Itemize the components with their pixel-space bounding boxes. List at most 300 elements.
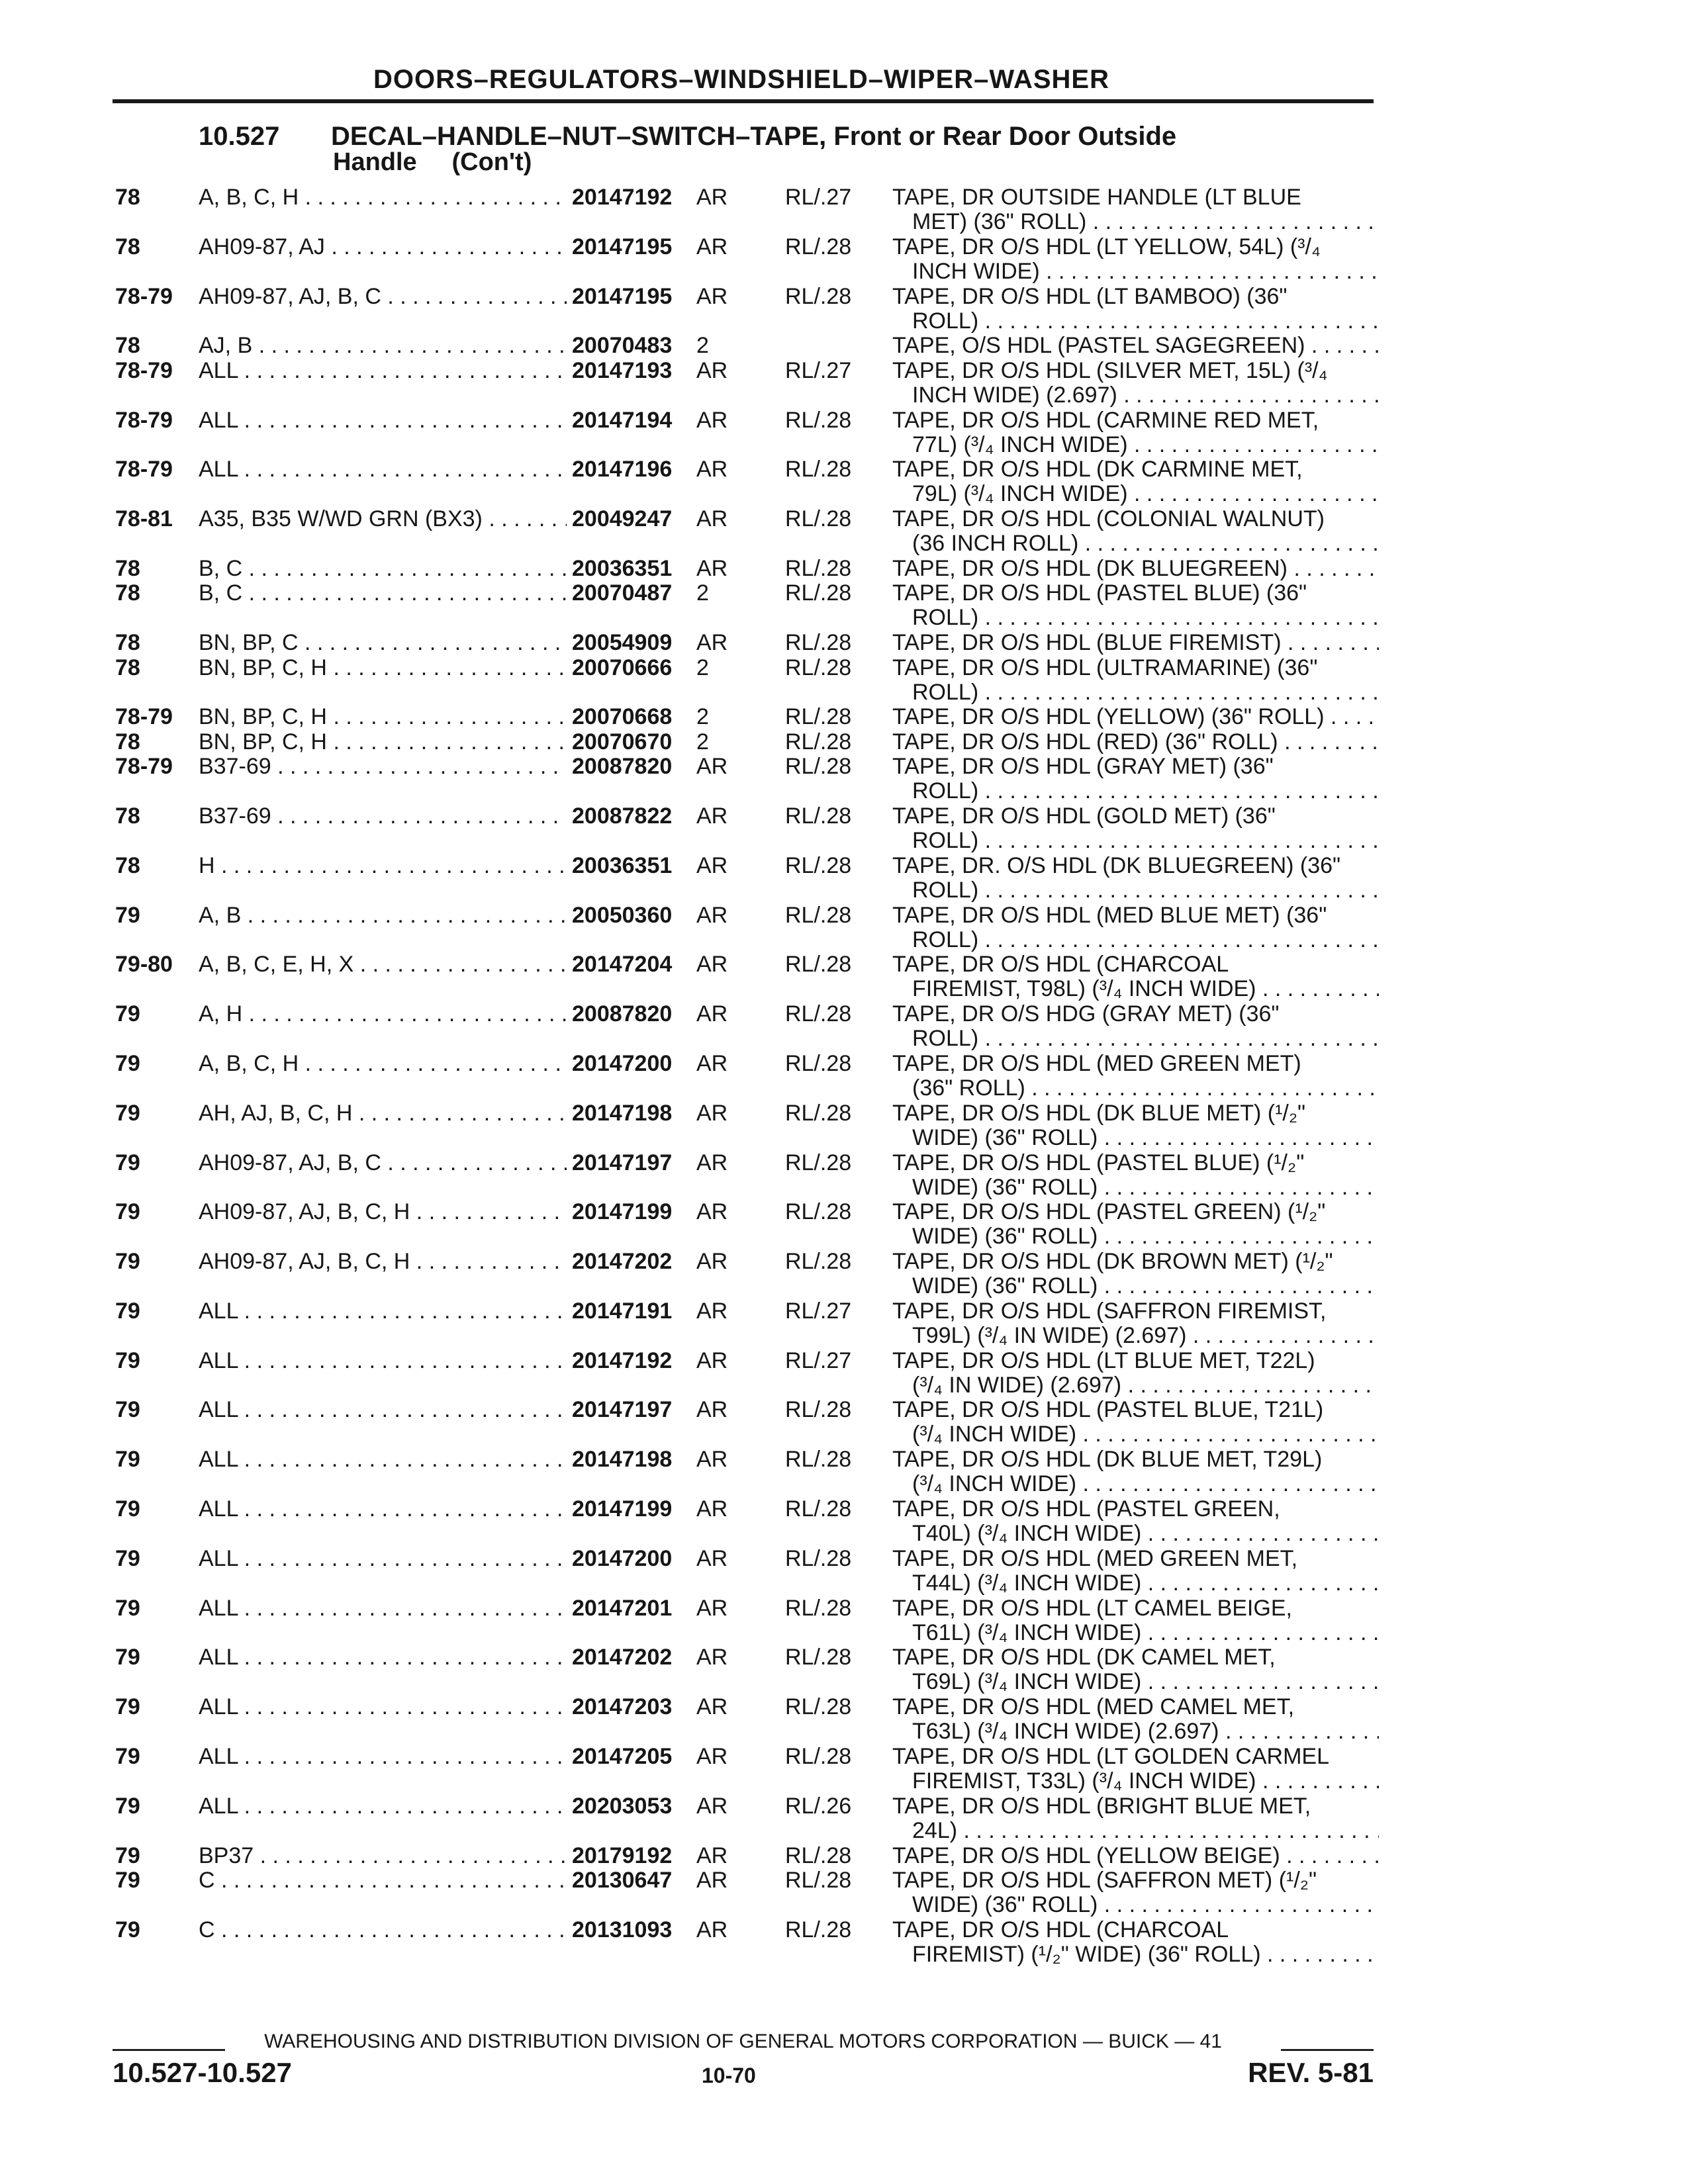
table-row [113,730,1377,754]
description-line-1: TAPE, DR O/S HDL (ULTRAMARINE) (36" [892,655,1318,680]
description-line-1: TAPE, DR O/S HDL (DK BROWN MET) (¹/₂" [892,1249,1333,1275]
quantity: AR [696,1843,728,1868]
part-number: 20131093 [567,1918,672,1942]
model-codes: A, H . . . [199,1002,662,1026]
part-number: 20147205 [567,1745,672,1769]
description-line-2: (36 INCH ROLL) . . . [892,531,1379,556]
description-line-2: T63L) (³/₄ INCH WIDE) (2.697) . . . [892,1719,1379,1744]
table-row [113,1398,1377,1447]
footer-page-number: 10-70 [702,2064,756,2087]
unit-of-measure: RL/.28 [785,555,852,581]
model-year: 79 [115,1001,140,1027]
description-line-2: (³/₄ INCH WIDE) . . . [892,1422,1379,1447]
part-number: 20147202 [567,1250,672,1274]
model-year: 79 [115,1447,140,1473]
unit-of-measure: RL/.28 [785,1868,852,1893]
model-codes: A, B, C, H . . . [199,1052,662,1076]
model-codes: ALL . . . [199,1745,662,1769]
part-description [892,1349,1379,1398]
quantity: 2 [696,580,709,606]
table-row [113,1250,1377,1299]
table-row [113,1695,1377,1745]
part-number: 20049247 [567,507,672,531]
description-line-1: TAPE, DR O/S HDL (PASTEL BLUE) (¹/₂" [892,1150,1305,1175]
part-description [892,1596,1379,1645]
description-line-2: (36" ROLL) . . . [892,1076,1379,1101]
model-codes: C . . . [199,1918,662,1942]
section-heading [199,123,1176,150]
unit-of-measure: RL/.28 [785,902,852,928]
model-year: 79 [115,1199,140,1225]
table-row [113,557,1377,581]
quantity: AR [696,506,728,532]
part-number: 20147199 [567,1200,672,1224]
unit-of-measure: RL/.28 [785,1397,852,1423]
description-line-1: TAPE, DR O/S HDL (GRAY MET) (36" [892,754,1274,780]
description-line-1: TAPE, DR O/S HDL (YELLOW BEIGE) . . . [892,1844,1379,1868]
part-number: 20070668 [567,705,672,729]
part-description [892,1200,1379,1249]
description-line-1: TAPE, DR O/S HDL (DK CARMINE MET, [892,457,1303,482]
quantity: AR [696,1496,728,1522]
page-title: DOORS–REGULATORS–WINDSHIELD–WIPER–WASHER [373,65,1109,94]
model-year: 79 [115,1347,140,1373]
part-number: 20147202 [567,1645,672,1670]
part-number: 20087822 [567,804,672,829]
part-description [892,1250,1379,1298]
model-codes: B37-69 . . . [199,754,662,779]
unit-of-measure: RL/.28 [785,234,852,259]
description-line-1: TAPE, DR O/S HDL (DK BLUEGREEN) . . . [892,557,1379,581]
unit-of-measure: RL/.28 [785,1744,852,1770]
table-row [113,804,1377,854]
table-row [113,705,1377,729]
model-year: 78 [115,234,140,259]
model-codes: ALL . . . [199,1645,662,1670]
unit-of-measure: RL/.28 [785,1545,852,1571]
part-number: 20147200 [567,1547,672,1571]
quantity: 2 [696,729,709,754]
part-description [892,952,1379,1001]
unit-of-measure: RL/.28 [785,1645,852,1670]
model-year: 78-79 [115,283,173,309]
part-number: 20147198 [567,1101,672,1126]
unit-of-measure: RL/.28 [785,754,852,780]
model-codes: ALL . . . [199,1299,662,1324]
part-number: 20050360 [567,903,672,928]
part-description [892,507,1379,556]
model-year: 79 [115,1917,140,1942]
unit-of-measure: RL/.28 [785,952,852,978]
model-codes: B37-69 . . . [199,804,662,829]
model-year: 78-81 [115,506,173,532]
quantity: AR [696,185,728,210]
footer-publisher: WAREHOUSING AND DISTRIBUTION DIVISION OF GENERAL MOTORS CORPORATION — BUICK — 41 [264,2030,1222,2052]
description-line-2: WIDE) (36" ROLL) . . . [892,1175,1379,1200]
part-description [892,1745,1379,1794]
table-row [113,1497,1377,1547]
part-description [892,754,1379,803]
quantity: AR [696,1397,728,1423]
unit-of-measure: RL/.28 [785,1917,852,1942]
description-line-1: TAPE, DR O/S HDL (PASTEL GREEN, [892,1496,1280,1522]
description-line-1: TAPE, DR O/S HDL (PASTEL BLUE, T21L) [892,1397,1324,1423]
unit-of-measure: RL/.28 [785,1447,852,1473]
part-number: 20147192 [567,185,672,210]
part-number: 20147191 [567,1299,672,1324]
unit-of-measure: RL/.28 [785,852,852,878]
model-year: 79 [115,1843,140,1868]
part-description [892,1868,1379,1917]
part-number: 20203053 [567,1794,672,1819]
unit-of-measure: RL/.28 [785,407,852,433]
description-line-1: TAPE, DR O/S HDL (CARMINE RED MET, [892,407,1319,433]
description-line-2: T40L) (³/₄ INCH WIDE) . . . [892,1522,1379,1546]
table-row [113,1844,1377,1868]
footer-rule-right [1281,2049,1374,2051]
part-description [892,359,1379,408]
description-line-2: T61L) (³/₄ INCH WIDE) . . . [892,1621,1379,1645]
description-line-1: TAPE, DR O/S HDL (BRIGHT BLUE MET, [892,1793,1311,1819]
part-description [892,903,1379,952]
part-number: 20147203 [567,1695,672,1719]
part-number: 20070666 [567,656,672,680]
section-title: DECAL–HANDLE–NUT–SWITCH–TAPE, Front or Rear Door Outside [331,122,1177,151]
unit-of-measure: RL/.28 [785,457,852,482]
unit-of-measure: RL/.28 [785,1150,852,1175]
part-number: 20147195 [567,285,672,309]
model-year: 78 [115,555,140,581]
description-line-1: TAPE, DR O/S HDL (CHARCOAL [892,1917,1229,1942]
unit-of-measure: RL/.28 [785,1100,852,1126]
model-year: 78 [115,729,140,754]
part-number: 20147197 [567,1151,672,1175]
unit-of-measure: RL/.28 [785,283,852,309]
section-number: 10.527 [199,122,280,151]
unit-of-measure: RL/.28 [785,655,852,680]
part-description [892,705,1379,729]
description-line-1: TAPE, DR O/S HDL (DK CAMEL MET, [892,1645,1276,1670]
part-description [892,1052,1379,1101]
model-year: 78-79 [115,704,173,730]
quantity: AR [696,1347,728,1373]
model-codes: BN, BP, C, H . . . [199,656,662,680]
table-row [113,1002,1377,1052]
quantity: AR [696,283,728,309]
part-description [892,804,1379,853]
model-codes: BP37 . . . [199,1844,662,1868]
header-rule [113,99,1374,103]
table-row [113,631,1377,655]
footer-section-range: 10.527-10.527 [113,2057,292,2088]
table-row [113,1151,1377,1201]
model-year: 79 [115,1050,140,1076]
footer-revision: REV. 5-81 [1248,2057,1374,2088]
table-row [113,334,1377,358]
unit-of-measure: RL/.27 [785,1347,852,1373]
table-row [113,1918,1377,1968]
unit-of-measure: RL/.28 [785,1595,852,1621]
model-year: 79 [115,1397,140,1423]
model-year: 78 [115,630,140,656]
part-number: 20147197 [567,1398,672,1422]
part-description [892,334,1379,358]
part-number: 20070670 [567,730,672,754]
table-row [113,854,1377,903]
quantity: AR [696,1694,728,1720]
model-year: 79 [115,1298,140,1324]
description-line-1: TAPE, DR O/S HDL (LT YELLOW, 54L) (³/₄ [892,234,1321,259]
model-codes: A35, B35 W/WD GRN (BX3) . . . [199,507,662,531]
unit-of-measure: RL/.28 [785,1199,852,1225]
quantity: AR [696,1199,728,1225]
table-row [113,1200,1377,1250]
table-row [113,359,1377,408]
description-line-1: TAPE, DR O/S HDL (MED BLUE MET) (36" [892,902,1327,928]
table-row [113,408,1377,458]
model-year: 78-79 [115,407,173,433]
description-line-2: ROLL) . . . [892,309,1379,334]
unit-of-measure: RL/.28 [785,803,852,829]
description-line-1: TAPE, DR O/S HDL (SAFFRON FIREMIST, [892,1298,1327,1324]
model-year: 79 [115,1100,140,1126]
quantity: AR [696,1744,728,1770]
part-description [892,854,1379,903]
part-description [892,631,1379,655]
description-line-1: TAPE, DR O/S HDL (MED GREEN MET) [892,1050,1301,1076]
part-number: 20147204 [567,952,672,977]
part-description [892,1547,1379,1596]
part-description [892,656,1379,705]
unit-of-measure: RL/.28 [785,630,852,656]
model-codes: AH, AJ, B, C, H . . . [199,1101,662,1126]
part-number: 20036351 [567,854,672,878]
description-line-2: ROLL) . . . [892,928,1379,952]
part-description [892,285,1379,334]
table-row [113,1794,1377,1844]
unit-of-measure: RL/.28 [785,1496,852,1522]
description-line-2: T69L) (³/₄ INCH WIDE) . . . [892,1670,1379,1694]
part-description [892,235,1379,284]
description-line-1: TAPE, DR O/S HDL (LT BAMBOO) (36" [892,283,1288,309]
description-line-1: TAPE, DR O/S HDL (MED CAMEL MET, [892,1694,1295,1720]
parts-list [113,185,1377,1968]
part-number: 20179192 [567,1844,672,1868]
model-codes: A, B, C, E, H, X . . . [199,952,662,977]
part-number: 20130647 [567,1868,672,1893]
quantity: AR [696,407,728,433]
model-codes: BN, BP, C . . . [199,631,662,655]
description-line-1: TAPE, DR O/S HDL (GOLD MET) (36" [892,803,1276,829]
description-line-1: TAPE, DR O/S HDL (PASTEL GREEN) (¹/₂" [892,1199,1326,1225]
model-codes: B, C . . . [199,581,662,606]
quantity: AR [696,357,728,383]
part-description [892,1497,1379,1546]
description-line-2: 77L) (³/₄ INCH WIDE) . . . [892,433,1379,457]
quantity: AR [696,952,728,978]
part-description [892,1151,1379,1200]
part-number: 20147195 [567,235,672,259]
description-line-1: TAPE, DR O/S HDL (COLONIAL WALNUT) [892,506,1325,532]
description-line-2: 79L) (³/₄ INCH WIDE) . . . [892,482,1379,506]
part-number: 20036351 [567,557,672,581]
model-year: 79 [115,1595,140,1621]
table-row [113,1868,1377,1918]
table-row [113,1547,1377,1596]
table-row [113,285,1377,334]
description-line-2: WIDE) (36" ROLL) . . . [892,1893,1379,1917]
unit-of-measure: RL/.28 [785,580,852,606]
unit-of-measure: RL/.28 [785,1694,852,1720]
part-number: 20087820 [567,754,672,779]
model-year: 79 [115,1645,140,1670]
description-line-1: TAPE, DR O/S HDG (GRAY MET) (36" [892,1001,1280,1027]
description-line-1: TAPE, DR O/S HDL (LT BLUE MET, T22L) [892,1347,1315,1373]
section-subtitle: Handle (Con't) [333,148,532,176]
quantity: AR [696,1917,728,1942]
part-description [892,1398,1379,1447]
description-line-2: ROLL) . . . [892,680,1379,705]
model-codes: ALL . . . [199,408,662,433]
unit-of-measure: RL/.28 [785,1001,852,1027]
model-year: 79 [115,1868,140,1893]
description-line-2: INCH WIDE) (2.697) . . . [892,383,1379,408]
description-line-2: WIDE) (36" ROLL) . . . [892,1126,1379,1150]
model-codes: AH09-87, AJ, B, C, H . . . [199,1250,662,1274]
model-codes: AH09-87, AJ, B, C, H . . . [199,1200,662,1224]
part-description [892,581,1379,630]
description-line-2: ROLL) . . . [892,779,1379,803]
model-year: 79 [115,1545,140,1571]
model-year: 79 [115,1150,140,1175]
model-year: 79 [115,1249,140,1275]
model-codes: B, C . . . [199,557,662,581]
model-year: 79 [115,1694,140,1720]
table-row [113,1596,1377,1646]
part-number: 20147199 [567,1497,672,1522]
table-row [113,581,1377,631]
part-description [892,1101,1379,1150]
part-description [892,408,1379,457]
description-line-1: TAPE, DR O/S HDL (YELLOW) (36" ROLL) . . . [892,705,1379,729]
description-line-2: FIREMIST, T33L) (³/₄ INCH WIDE) . . . [892,1769,1379,1794]
quantity: AR [696,902,728,928]
description-line-2: ROLL) . . . [892,829,1379,853]
model-year: 79 [115,902,140,928]
model-codes: A, B, C, H . . . [199,185,662,210]
part-description [892,185,1379,234]
description-line-2: WIDE) (36" ROLL) . . . [892,1224,1379,1249]
quantity: AR [696,630,728,656]
description-line-1: TAPE, DR O/S HDL (LT GOLDEN CARMEL [892,1744,1329,1770]
unit-of-measure: RL/.27 [785,1298,852,1324]
quantity: AR [696,1868,728,1893]
model-year: 78-79 [115,457,173,482]
description-line-1: TAPE, DR O/S HDL (PASTEL BLUE) (36" [892,580,1307,606]
description-line-1: TAPE, O/S HDL (PASTEL SAGEGREEN) . . . [892,334,1379,358]
part-number: 20070483 [567,334,672,358]
part-number: 20147193 [567,359,672,383]
model-codes: BN, BP, C, H . . . [199,730,662,754]
unit-of-measure: RL/.27 [785,357,852,383]
quantity: AR [696,457,728,482]
model-year: 78 [115,803,140,829]
table-row [113,1645,1377,1695]
description-line-1: TAPE, DR OUTSIDE HANDLE (LT BLUE [892,185,1301,210]
quantity: AR [696,234,728,259]
table-row [113,1101,1377,1151]
model-codes: ALL . . . [199,1695,662,1719]
model-codes: ALL . . . [199,1547,662,1571]
model-codes: ALL . . . [199,1447,662,1472]
part-description [892,1695,1379,1744]
model-codes: A, B . . . [199,903,662,928]
quantity: AR [696,1298,728,1324]
model-codes: AJ, B . . . [199,334,662,358]
quantity: AR [696,555,728,581]
quantity: AR [696,1793,728,1819]
unit-of-measure: RL/.28 [785,506,852,532]
quantity: AR [696,803,728,829]
unit-of-measure: RL/.28 [785,1843,852,1868]
table-row [113,754,1377,804]
quantity: 2 [696,333,709,359]
model-year: 78 [115,580,140,606]
model-year: 78-79 [115,754,173,780]
part-description [892,557,1379,581]
description-line-1: TAPE, DR O/S HDL (DK BLUE MET, T29L) [892,1447,1323,1473]
part-description [892,457,1379,506]
table-row [113,656,1377,705]
model-codes: AH09-87, AJ, B, C . . . [199,1151,662,1175]
description-line-2: T99L) (³/₄ IN WIDE) (2.697) . . . [892,1324,1379,1348]
description-line-1: TAPE, DR O/S HDL (SAFFRON MET) (¹/₂" [892,1868,1317,1893]
description-line-1: TAPE, DR O/S HDL (LT CAMEL BEIGE, [892,1595,1292,1621]
description-line-1: TAPE, DR O/S HDL (SILVER MET, 15L) (³/₄ [892,357,1328,383]
description-line-2: ROLL) . . . [892,878,1379,903]
part-number: 20147198 [567,1447,672,1472]
description-line-1: TAPE, DR O/S HDL (MED GREEN MET, [892,1545,1298,1571]
quantity: AR [696,1001,728,1027]
quantity: AR [696,1447,728,1473]
table-row [113,1299,1377,1349]
table-row [113,507,1377,557]
description-line-2: (³/₄ INCH WIDE) . . . [892,1472,1379,1496]
part-number: 20070487 [567,581,672,606]
table-row [113,903,1377,953]
description-line-2: FIREMIST, T98L) (³/₄ INCH WIDE) . . . [892,977,1379,1001]
part-number: 20147200 [567,1052,672,1076]
model-codes: ALL . . . [199,1398,662,1422]
model-codes: ALL . . . [199,1497,662,1522]
model-year: 78 [115,852,140,878]
model-year: 79-80 [115,952,173,978]
quantity: 2 [696,655,709,680]
part-number: 20054909 [567,631,672,655]
quantity: AR [696,1545,728,1571]
table-row [113,1447,1377,1497]
model-codes: AH09-87, AJ . . . [199,235,662,259]
model-year: 78 [115,185,140,210]
unit-of-measure: RL/.27 [785,185,852,210]
description-line-1: TAPE, DR O/S HDL (CHARCOAL [892,952,1229,978]
model-year: 79 [115,1496,140,1522]
model-codes: ALL . . . [199,1596,662,1621]
part-description [892,1844,1379,1868]
table-row [113,457,1377,507]
unit-of-measure: RL/.28 [785,729,852,754]
description-line-1: TAPE, DR O/S HDL (BLUE FIREMIST) . . . [892,631,1379,655]
